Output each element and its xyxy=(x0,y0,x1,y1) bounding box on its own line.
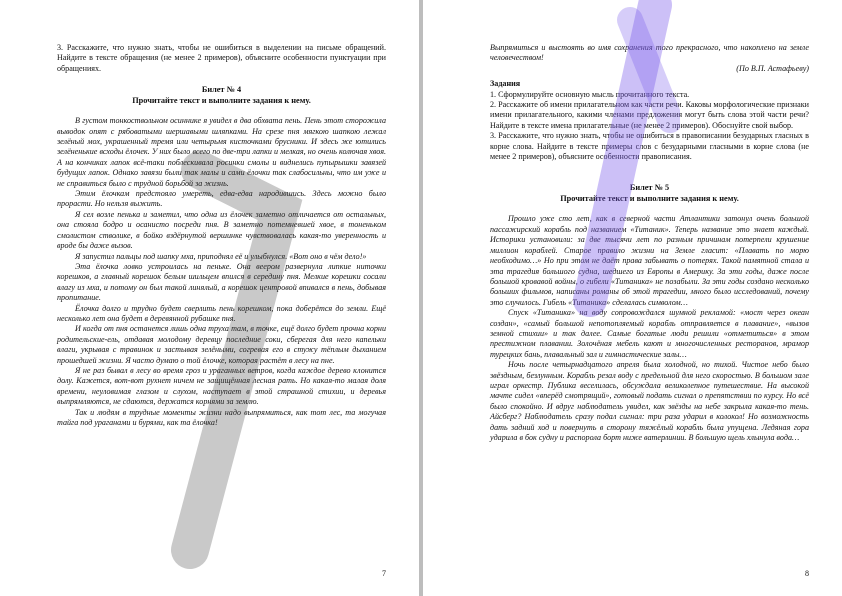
task-item: 1. Сформулируйте основную мысль прочитанного текста. xyxy=(490,89,690,99)
text-paragraph: Так и людям в трудные моменты жизни надо выпрямиться, как тот лес, та могучая тайга под ураганами и бурями, как та ёлочка! xyxy=(57,407,386,427)
text-paragraph: В густом тонкоствольном осиннике я увидел в два обхвата пень. Пень этот сторожила выводок опят с рябоватыми шершавыми шляпками. На срезе пня мягкою шапкою лежал зелёный мох, украшенный тремя или четырьмя кисточками брусники. И здесь же ютились зелёненькие всходы ёлочек. У них было всего по две-три лапки и мелкая, но очень колючая хвоя. А на кончиках лапок всё-таки поблескивала росинки смолы и виднелись пупырышки завязей будущих лапок. Однако завязи были так малы и сами ёлочки так слабосильны, что им уже и не справиться было с трудной борьбой за жизнь. xyxy=(57,116,386,188)
ticket-instruction: Прочитайте текст и выполните задания к нему. xyxy=(560,194,739,204)
text-paragraph: И когда от пня останется лишь одна труха там, в точке, ещё долго будет прочна корни родительские-ель, отдавая молодому деревцу последние соки, сберегая для него капельки влаги, укрывая с травинок и застывая зелёными, согревая его в стужу тёплым дыханием прошедшей жизни. Я часто думаю о той ёлочке, которая растёт в лесу на пне. xyxy=(57,324,386,365)
intro-task: 3. Расскажите, что нужно знать, чтобы не ошибиться в выделении на письме обращений. Найдите в тексте обращения (не менее 2 примеров), объясните особенности пунктуации при обращениях. xyxy=(57,43,386,73)
text-paragraph: Я запустил пальцы под шапку мха, приподнял её и улыбнулся. «Вот оно в чём дело!» xyxy=(75,251,367,261)
text-paragraph: Я не раз бывал в лесу во время гроз и ураганных ветров, когда каждое дерево клонится долу. Кажется, вот-вот рухнет ничем не защищённая лесная рать. Но какая-то малая доля времени, неуловимая глазом и слухом, наступает в этой страшной стихии, и деревья выпрямляются, не сдаются, держатся корнями за землю. xyxy=(57,365,386,407)
text-continuation: Выпрямиться и выстоять во имя сохранения того прекрасного, что накоплено на земле человечеством! xyxy=(490,43,809,63)
right-page xyxy=(423,0,842,596)
task-item: 3. Расскажите, что нужно знать, чтобы не ошибиться в правописании безударных гласных в корне слова. Найдите в тексте примеры слов с безударными гласными в корне слова (не менее 2 примеров), объясните особенности правописания. xyxy=(490,131,809,162)
text-paragraph: Эта ёлочка ловко устроилась на пеньке. Она веером развернула липкие ниточки корешков, а главный корешок белым шильцем впился в середину пня. Мелкие корешки сосали влагу из мха, и потому он был такой линялый, а корешок центровой впивался в пень, добывая пропитание. xyxy=(57,261,386,303)
ticket-title: Билет № 4 xyxy=(201,85,242,95)
task-item: 2. Расскажите об имени прилагательном как части речи. Каковы морфологические признаки имени прилагательного, какими членами предложения могут быть слова этой части речи? Найдите в тексте имена прилагательные (не менее 2 примеров). Обоснуйте свой выбор. xyxy=(490,100,809,130)
left-page xyxy=(0,0,419,596)
text-paragraph: Я сел возле пенька и заметил, что одна из ёлочек заметно отличается от остальных, она стояла бодро и осанисто посреди пня. В заметно потемневшей хвое, в тоненьком смолистом стволике, в бойко вздёрнутой вершинке чувствовалась какая-то уверенность и вроде бы даже вызов. xyxy=(57,209,386,251)
ticket-title: Билет № 5 xyxy=(629,183,670,193)
text-paragraph: Ночь после четырнадцатого апреля была холодной, но тихой. Чистое небо было звёздным, безлунным. Корабль резал воду с предельной для него скоростью. В большом зале играл оркестр. Публика веселилась, обсуждала великолепное путешествие. На высокой мачте сидел «вперёд смотрящий», готовый подать сигнал о препятствии по курсу. Но всё было спокойно. И вдруг наблюдатель увидел, как звёзды на небе закрыла какая-то тень. Айсберг? Наблюдатель сразу подал сигнал: три раза ударил в колокол! Но возможность дать задний ход и повернуть в сторону тяжёлый корабль была упущена. Ледяная гора ударила в бок судну и распорола борт ниже ватерлинии. В большую щель хлынула вода… xyxy=(490,360,809,442)
text-paragraph: Этим ёлочкам предстояло умереть, едва-едва народившись. Здесь можно было прорасти. Но нельзя выжить. xyxy=(57,189,386,209)
text-paragraph: Спуск «Титаника» на воду сопровождался шумной рекламой: «мост через океан создан», «самый большой непотопляемый корабль отправляется в плавание», «вызов земной стихии» и так далее. Самые богатые люди решили «отметиться» в этом престижном плавании. Золочёная мебель кают и многочисленных ресторанов, мрамор турецких бань, плавальный зал и гимнастические залы… xyxy=(490,308,809,359)
page-number: 7 xyxy=(382,569,386,578)
ticket-instruction: Прочитайте текст и выполните задания к нему. xyxy=(132,96,311,106)
text-paragraph: Ёлочка долго и трудно будет сверлить пень корешком, пока доберётся до земли. Ещё несколько лет она будет в деревянной рубашке пня. xyxy=(57,303,386,323)
page-number: 8 xyxy=(805,569,809,578)
text-paragraph: Прошло уже сто лет, как в северной части Атлантики затонул очень большой пассажирский корабль под названием «Титаник». Теперь название это знает каждый. Историки установили: за две тысячи лет по разным причинам потерпели крушение миллион кораблей. Старое правило жизни на Земле гласит: «Плавать по морю необходимо…» Но при этом не даёт права забывать о потерях. Такой памятной стала и эта трагедия большого судна, шедшего из Европы в Америку. За эти годы, даже после большой кровавой войны, о гибели «Титаника» не позабыли. За эти годы создано несколько больших фильмов, написаны романы об этой трагедии, много было исследований, почему это случилось. Гибель «Титаника» сделалась символом… xyxy=(490,214,809,307)
tasks-title: Задания xyxy=(490,79,521,89)
author-signature: (По В.П. Астафьеву) xyxy=(736,63,809,73)
